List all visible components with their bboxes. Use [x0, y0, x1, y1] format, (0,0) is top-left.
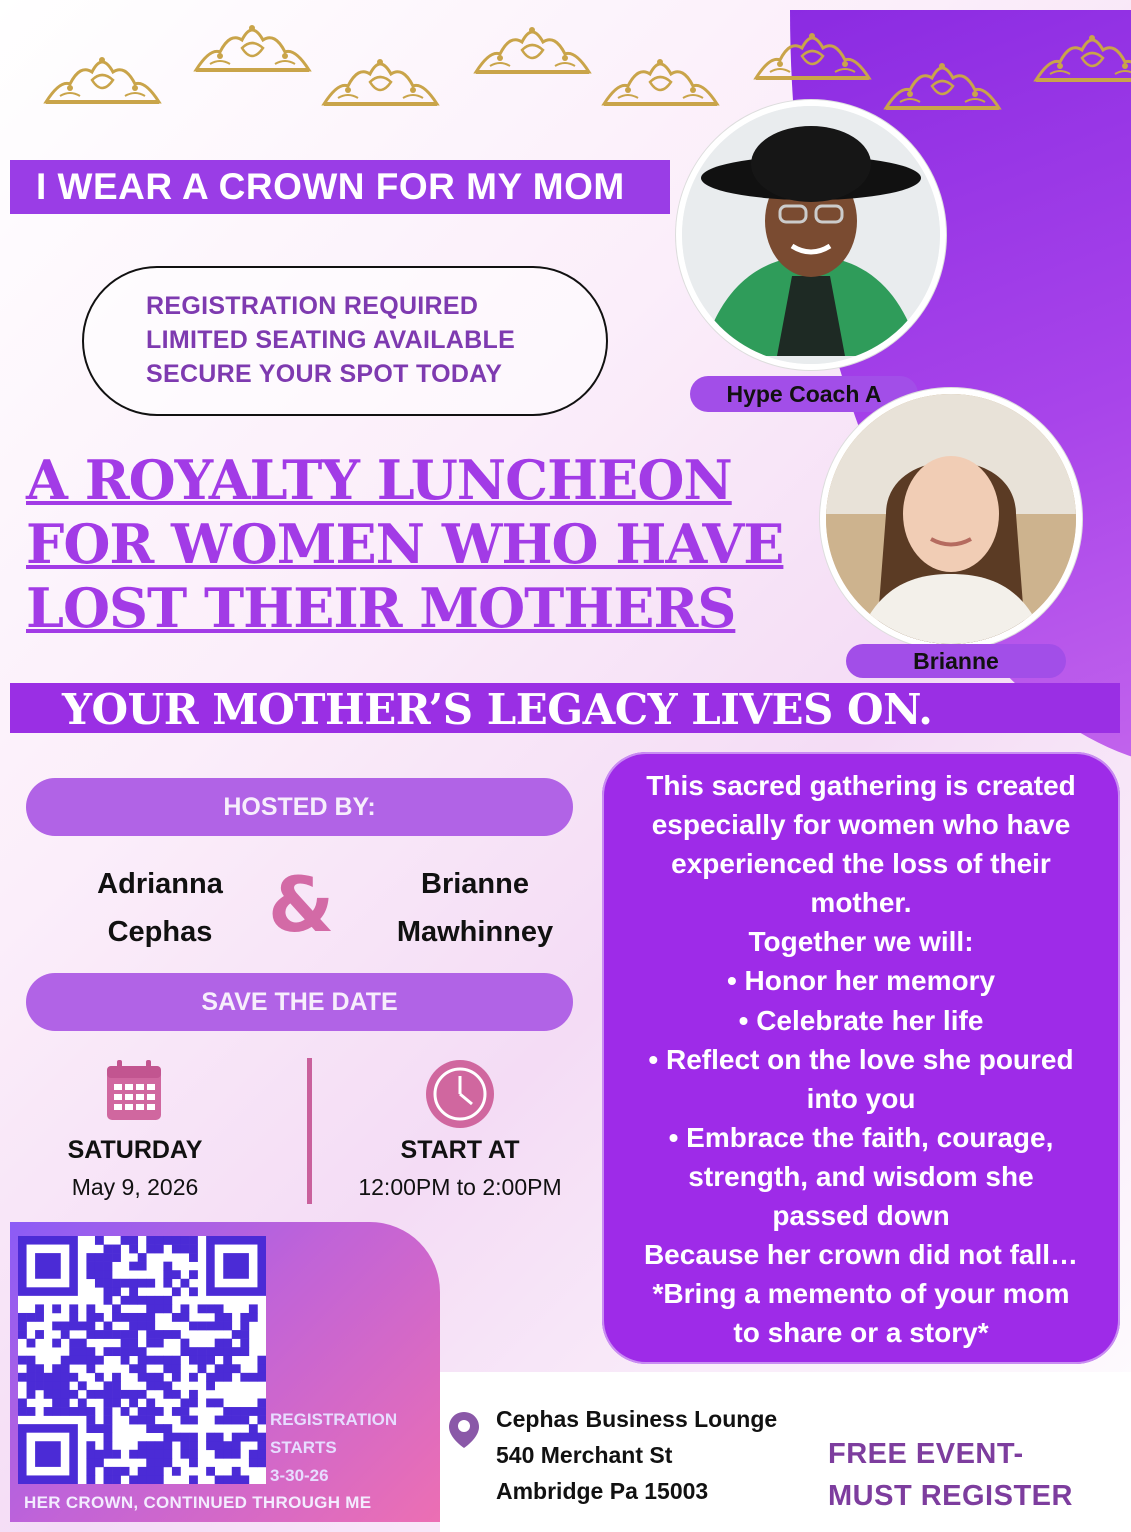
host-last-name: Cephas [107, 916, 213, 948]
description-line: Together we will: [748, 926, 974, 958]
description-line: *Bring a memento of your mom [652, 1278, 1070, 1310]
hosted-by-heading: HOSTED BY: [26, 778, 573, 836]
host-last-name: Mawhinney [396, 916, 554, 948]
description-card [602, 752, 1120, 1364]
event-headline [26, 448, 846, 640]
legacy-text: YOUR MOTHER’S LEGACY LIVES ON. [62, 685, 933, 734]
save-the-date-heading: SAVE THE DATE [26, 973, 573, 1031]
registration-line: LIMITED SEATING AVAILABLE [146, 326, 516, 354]
title-text: I WEAR A CROWN FOR MY MOM [36, 166, 625, 207]
speaker-tag-brianne: Brianne [846, 644, 1066, 678]
headline-line: LOST THEIR MOTHERS [26, 576, 736, 640]
location-pin-icon [446, 1410, 482, 1450]
registration-line: REGISTRATION REQUIRED [146, 292, 479, 320]
headline-line: A ROYALTY LUNCHEON [26, 448, 732, 512]
host-first-name: Adrianna [97, 868, 223, 900]
calendar-icon [105, 1058, 163, 1122]
ampersand: & [268, 860, 335, 949]
tagline: HER CROWN, CONTINUED THROUGH ME [24, 1493, 372, 1512]
start-label: START AT [400, 1136, 520, 1164]
venue-city: Ambridge Pa 15003 [496, 1478, 709, 1504]
description-line: especially for women who have [651, 809, 1071, 841]
description-line: • Celebrate her life [738, 1004, 984, 1036]
crown-icon [318, 52, 443, 114]
description-text [602, 766, 1120, 1352]
registration-starts-line: STARTS [270, 1438, 337, 1457]
host-brianne [375, 860, 575, 956]
description-line: • Reflect on the love she poured [648, 1043, 1074, 1075]
registration-line: SECURE YOUR SPOT TODAY [146, 360, 503, 388]
speaker-tag-hype-coach: Hype Coach A [690, 376, 918, 412]
crown-icon [750, 26, 875, 88]
title-banner [10, 160, 670, 214]
description-line: mother. [810, 887, 912, 919]
registration-date: 3-30-26 [270, 1466, 329, 1485]
qr-code[interactable] [18, 1236, 266, 1484]
crown-icon [598, 52, 723, 114]
free-event-line: FREE EVENT- [828, 1438, 1024, 1470]
clock-icon [424, 1058, 496, 1130]
crown-icon [1030, 28, 1131, 90]
description-line: Because her crown did not fall… [643, 1239, 1079, 1271]
event-time: 12:00PM to 2:00PM [358, 1174, 562, 1200]
venue-name: Cephas Business Lounge [496, 1406, 778, 1432]
description-line: • Embrace the faith, courage, [668, 1121, 1054, 1153]
description-line: • Honor her memory [726, 965, 996, 997]
speaker-photo-brianne [820, 388, 1082, 650]
speaker-photo-hype-coach [676, 100, 946, 370]
registration-starts-line: REGISTRATION [270, 1410, 398, 1429]
venue-street: 540 Merchant St [496, 1442, 673, 1468]
description-line: experienced the loss of their [671, 848, 1051, 880]
description-line: into you [806, 1082, 916, 1114]
date-divider [307, 1058, 312, 1204]
crown-icon [880, 56, 1005, 118]
event-date: May 9, 2026 [71, 1174, 199, 1200]
host-first-name: Brianne [421, 868, 529, 900]
description-line: to share or a story* [733, 1317, 989, 1349]
description-line: strength, and wisdom she [688, 1160, 1034, 1192]
host-adrianna [60, 860, 260, 956]
must-register-line: MUST REGISTER [828, 1480, 1073, 1512]
crown-icon [40, 50, 165, 112]
description-line: This sacred gathering is created [646, 770, 1076, 801]
crown-icon [190, 18, 315, 80]
crown-icon [470, 20, 595, 82]
event-day: SATURDAY [67, 1136, 203, 1164]
registration-callout [82, 266, 608, 416]
headline-line: FOR WOMEN WHO HAVE [26, 512, 784, 576]
legacy-banner [10, 683, 1120, 733]
description-line: passed down [772, 1200, 950, 1232]
